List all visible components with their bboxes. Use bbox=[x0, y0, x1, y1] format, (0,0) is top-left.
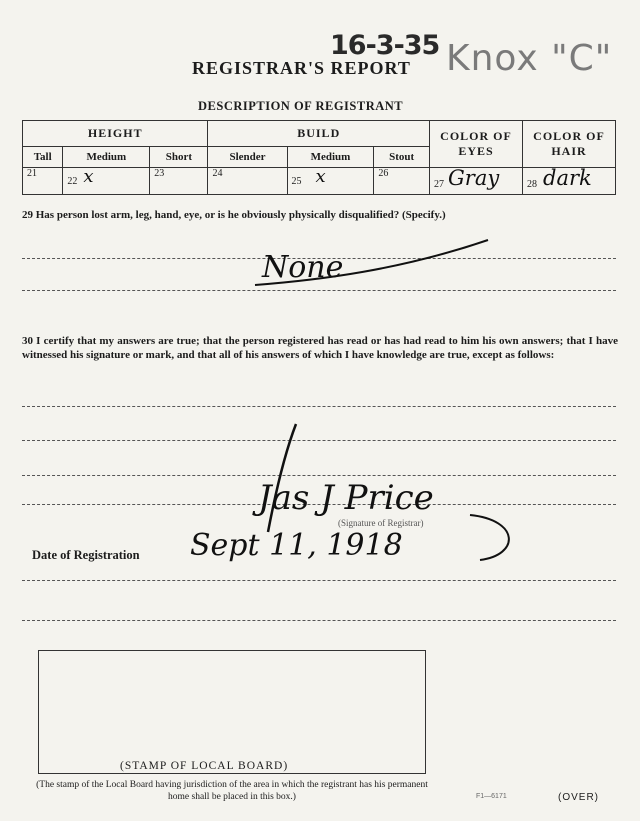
eye-color-value: Gray bbox=[448, 166, 500, 190]
col-short: Short bbox=[150, 147, 208, 168]
county-stamp: Knox "C" bbox=[446, 38, 613, 79]
build-mark: x bbox=[315, 166, 326, 187]
height-mark: x bbox=[83, 166, 94, 187]
col-medium-build: Medium bbox=[287, 147, 374, 168]
q29-answer: None bbox=[262, 250, 344, 285]
field-number: 28 bbox=[527, 179, 537, 190]
hair-color-value: dark bbox=[543, 166, 592, 190]
stamp-number: 16-3-35 bbox=[330, 30, 440, 61]
local-board-stamp-box bbox=[38, 650, 426, 774]
section-title: DESCRIPTION OF REGISTRANT bbox=[198, 99, 404, 113]
registrar-signature: Jas J Price bbox=[258, 478, 434, 518]
hair-color-header: COLOR OF HAIR bbox=[523, 121, 616, 168]
col-stout: Stout bbox=[374, 147, 430, 168]
form-number: F1—6171 bbox=[476, 793, 507, 800]
registration-date-label: Date of Registration bbox=[32, 548, 140, 562]
signature-caption: (Signature of Registrar) bbox=[338, 518, 424, 528]
over-label: (OVER) bbox=[558, 792, 599, 803]
height-header: HEIGHT bbox=[23, 121, 208, 147]
question-30: 30 I certify that my answers are true; that the person registered has read or has had read to him his own answers; that I have witnessed his signature or mark, and that all of his answers of which I have knowledge are true, except as follows: bbox=[22, 335, 618, 361]
field-number: 26 bbox=[378, 168, 389, 179]
question-29: 29 Has person lost arm, leg, hand, eye, or is he obviously physically disqualified? (Specify.) bbox=[22, 209, 446, 221]
field-number: 27 bbox=[434, 179, 444, 190]
eye-color-header: COLOR OF EYES bbox=[430, 121, 523, 168]
col-medium-height: Medium bbox=[63, 147, 150, 168]
field-number: 25 bbox=[291, 176, 302, 187]
stamp-box-note: (The stamp of the Local Board having jurisdiction of the area in which the registrant has his permanent home shall be placed in this box.) bbox=[36, 780, 428, 802]
page-title: REGISTRAR'S REPORT bbox=[192, 58, 411, 78]
stamp-box-label: (STAMP OF LOCAL BOARD) bbox=[120, 760, 289, 772]
col-tall: Tall bbox=[23, 147, 63, 168]
field-number: 24 bbox=[212, 168, 223, 179]
field-number: 22 bbox=[67, 176, 78, 187]
registration-date: Sept 11, 1918 bbox=[190, 528, 403, 563]
col-slender: Slender bbox=[208, 147, 287, 168]
field-number: 23 bbox=[154, 168, 165, 179]
field-number: 21 bbox=[27, 168, 37, 179]
build-header: BUILD bbox=[208, 121, 430, 147]
